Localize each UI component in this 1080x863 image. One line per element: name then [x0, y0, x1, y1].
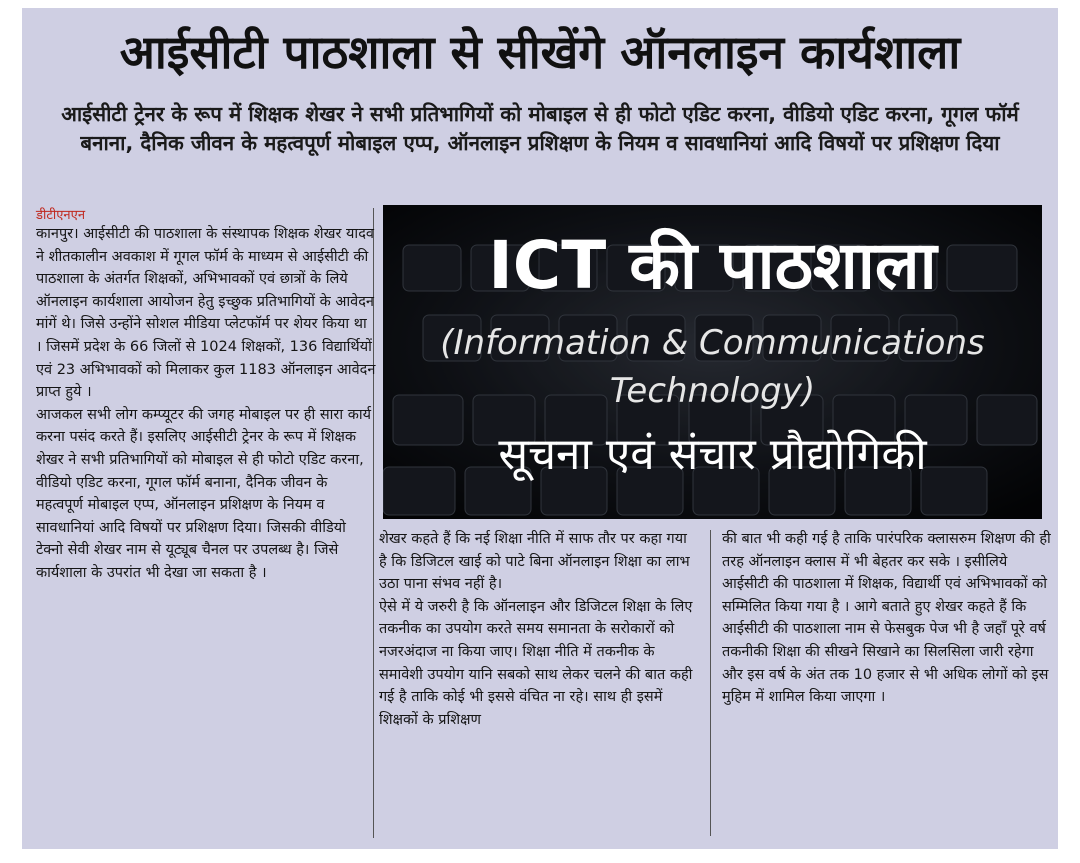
image-subtitle-line2: Technology) [609, 371, 816, 411]
newspaper-clipping [22, 8, 1058, 849]
article-image [383, 205, 1042, 519]
column-divider [710, 530, 711, 836]
image-hindi-line: सूचना एवं संचार प्रौद्योगिकी [498, 429, 927, 480]
subheadline: आईसीटी ट्रेनर के रूप में शिक्षक शेखर ने सभी प्रतिभागियों को मोबाइल से ही फोटो एडिट करना, वीडियो एडिट करना, गूगल फॉर्म बनाना, दैनिक जीवन के महत्वपूर्ण मोबाइल एप्प, ऑनलाइन प्रशिक्षण के नियम व सावधानियां आदि विषयों पर प्रशिक्षण दिया [61, 102, 1019, 155]
byline: डीटीएनएन [36, 208, 86, 223]
headline: आईसीटी पाठशाला से सीखेंगे ऑनलाइन कार्यशाला [119, 25, 961, 79]
article-column-1: कानपुर। आईसीटी की पाठशाला के संस्थापक शिक्षक शेखर यादव ने शीतकालीन अवकाश में गूगल फॉर्म के माध्यम से आईसीटी की पाठशाला के अंतर्गत शिक्षकों, अभिभावकों एवं छात्रों के लिये ऑनलाइन कार्यशाला आयोजन हेतु इच्छुक प्रतिभागियों के आवेदन मांगें थे। जिसे उन्होंने सोशल मीडिया प्लेटफॉर्म पर शेयर किया था । जिसमें प्रदेश के 66 जिलों से 1024 शिक्षकों, 136 विद्यार्थियों एवं 23 अभिभावकों को मिलाकर कुल 1183 ऑनलाइन आवेदन प्राप्त हुये । आजकल सभी लोग कम्प्यूटर की जगह मोबाइल पर ही सारा कार्य करना पसंद करते हैं। इसलिए आईसीटी ट्रेनर के रूप में शिक्षक शेखर ने सभी प्रतिभागियों को मोबाइल से ही फोटो एडिट करना, वीडियो एडिट करना, गूगल फॉर्म बनाना, दैनिक जीवन के महत्वपूर्ण मोबाइल एप्प, ऑनलाइन प्रशिक्षण के नियम व सावधानियां आदि विषयों पर प्रशिक्षण दिया। जिसकी वीडियो टेक्नो सेवी शेखर नाम से यूट्यूब चैनल पर उपलब्ध है। जिसे कार्यशाला के उपरांत भी देखा जा सकता है । [36, 226, 376, 581]
article-column-2: शेखर कहते हैं कि नई शिक्षा नीति में साफ तौर पर कहा गया है कि डिजिटल खाई को पाटे बिना ऑनलाइन शिक्षा का लाभ उठा पाना संभव नहीं है। ऐसे में ये जरुरी है कि ऑनलाइन और डिजिटल शिक्षा के लिए तकनीक का उपयोग करते समय समानता के सरोकारों को नजरअंदाज ना किया जाए। शिक्षा नीति में तकनीक के समावेशी उपयोग यानि सबको साथ लेकर चलने की बात कही गई है ताकि कोई भी इससे वंचित ना रहे। साथ ही इसमें शिक्षकों के प्रशिक्षण [379, 531, 693, 728]
image-title: ICT की पाठशाला [488, 227, 937, 304]
article-column-3: की बात भी कही गई है ताकि पारंपरिक क्लासरुम शिक्षण की ही तरह ऑनलाइन क्लास में भी बेहतर कर सके । इसीलिये आईसीटी की पाठशाला में शिक्षक, विद्यार्थी एवं अभिभावकों को सम्मिलित किया गया है । आगे बताते हुए शेखर कहते हैं कि आईसीटी की पाठशाला नाम से फेसबुक पेज भी है जहाँ पूरे वर्ष तकनीकी शिक्षा की सीखने सिखाने का सिलसिला जारी रहेगा और इस वर्ष के अंत तक 10 हजार से भी अधिक लोगों को इस मुहिम में शामिल किया जाएगा । [722, 531, 1051, 706]
image-subtitle-line1: (Information & Communications [440, 323, 985, 363]
